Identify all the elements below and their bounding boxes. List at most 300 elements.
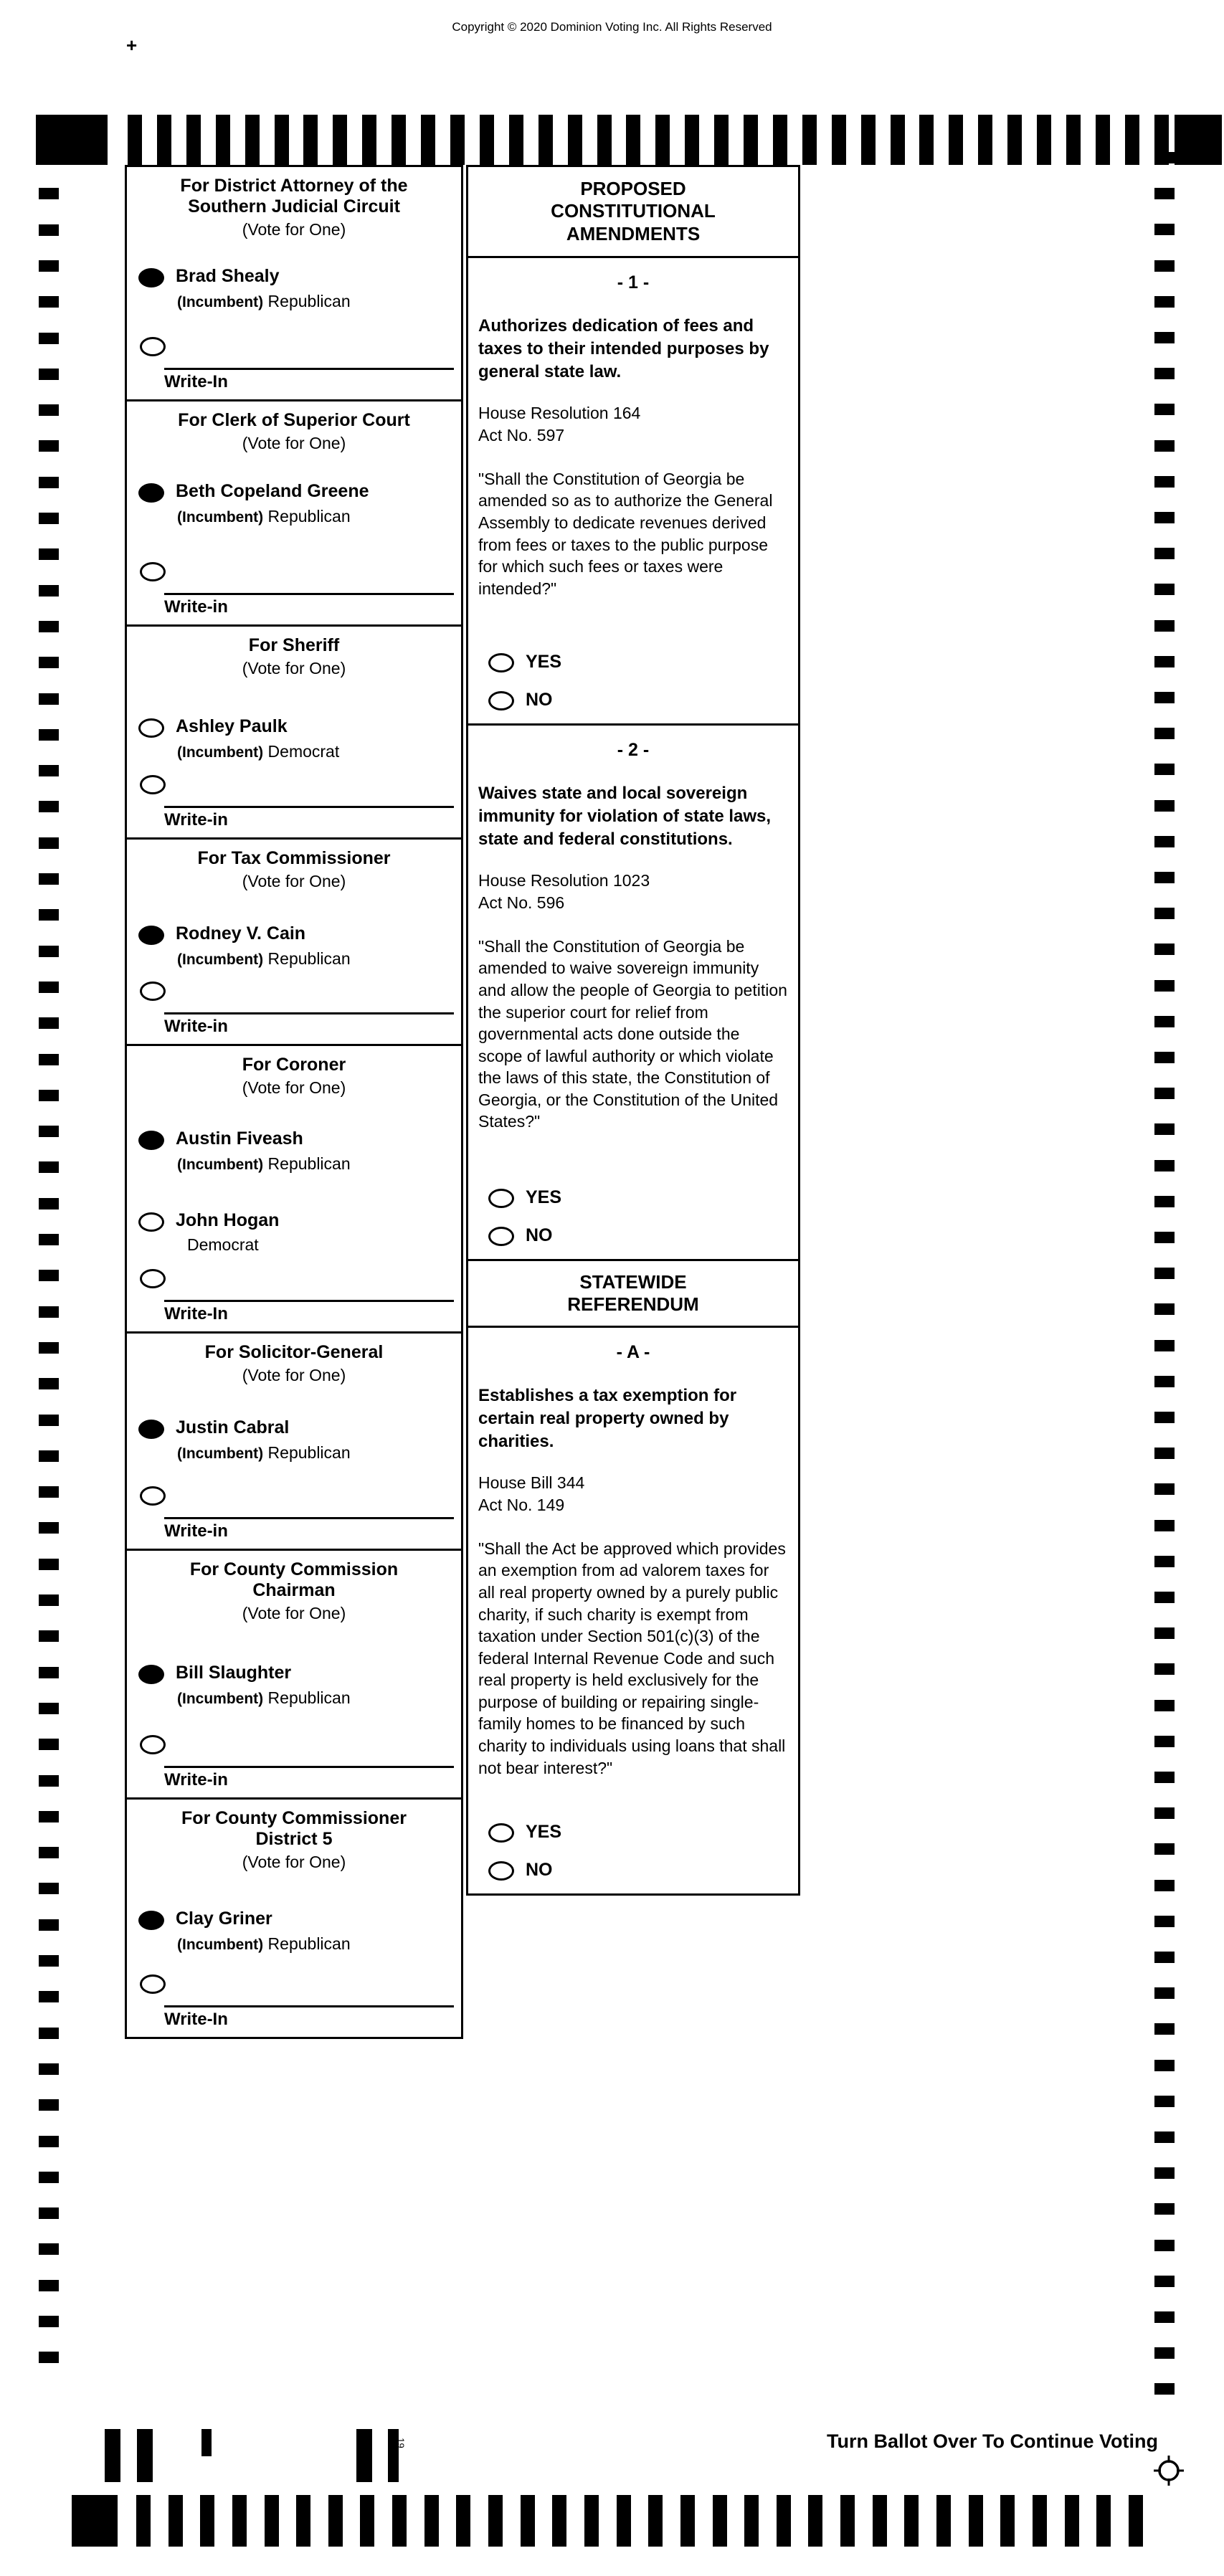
- measures-header-line: REFERENDUM: [567, 1293, 699, 1315]
- timing-bar: [552, 2495, 566, 2547]
- measure-question: "Shall the Act be approved which provides an exemption from ad valorem taxes for all real property owned by a purely public charity, if such charity is exempt from taxation under Section 501(c)(3) of the federal Internal Revenue Code and such real property is held exclusively for the purpose of building or repairing single-family homes to be financed by such charity to individuals using loans that shall not bear interest?": [478, 1539, 786, 1777]
- vote-for-instruction: (Vote for One): [242, 659, 346, 678]
- timing-bar: [421, 115, 435, 165]
- candidate-oval-filled[interactable]: [138, 268, 164, 287]
- no-label: NO: [526, 1225, 553, 1245]
- candidate-row: [127, 267, 461, 311]
- contest-title-line: For Tax Commissioner: [197, 848, 391, 868]
- measures-column: [466, 165, 800, 1896]
- side-timing-mark: [39, 2280, 59, 2291]
- measure-vote-options: [478, 635, 788, 710]
- write-in-oval[interactable]: [140, 337, 166, 356]
- side-timing-mark: [1154, 224, 1175, 235]
- turn-ballot-over-text: Turn Ballot Over To Continue Voting: [827, 2430, 1158, 2452]
- vote-for-instruction: (Vote for One): [242, 1078, 346, 1097]
- timing-bar: [362, 115, 376, 165]
- measure-reference-line: House Bill 344: [478, 1473, 585, 1492]
- write-in-oval[interactable]: [140, 775, 166, 794]
- contest-2: [125, 624, 463, 840]
- side-timing-mark: [1154, 1592, 1175, 1603]
- measure-question: "Shall the Constitution of Georgia be amended so as to authorize the General Assembly to dedicate revenues derived from fees or taxes to the public purpose for which such fees or taxes were intended?": [478, 469, 773, 598]
- candidate-row: [127, 924, 461, 969]
- write-in-area[interactable]: [164, 2005, 454, 2030]
- candidate-text: [176, 1909, 351, 1954]
- candidate-row: [127, 1129, 461, 1174]
- candidate-row: [127, 1909, 461, 1954]
- side-timing-mark: [1154, 1880, 1175, 1891]
- side-timing-mark: [1154, 800, 1175, 812]
- measure-references: [478, 1472, 788, 1516]
- timing-block: [1175, 115, 1222, 165]
- vote-for-instruction: (Vote for One): [242, 1366, 346, 1384]
- side-timing-mark: [39, 873, 59, 885]
- vote-for-instruction: (Vote for One): [242, 434, 346, 452]
- candidate-row: [127, 1663, 461, 1708]
- timing-bar: [328, 2495, 343, 2547]
- side-timing-mark: [1154, 1952, 1175, 1963]
- timing-bar: [584, 2495, 599, 2547]
- party-label: Republican: [267, 1688, 351, 1707]
- side-timing-mark: [1154, 1268, 1175, 1279]
- copyright-notice: Copyright © 2020 Dominion Voting Inc. All Rights Reserved: [452, 20, 772, 34]
- side-timing-mark: [39, 477, 59, 488]
- timing-block: [388, 2429, 399, 2482]
- candidate-name: Bill Slaughter: [176, 1663, 292, 1683]
- incumbent-label: (Incumbent): [177, 1936, 264, 1953]
- party-label: Republican: [267, 1934, 351, 1953]
- side-timing-mark: [1154, 1123, 1175, 1135]
- no-oval[interactable]: [488, 691, 514, 710]
- party-label: Republican: [267, 1154, 351, 1173]
- side-timing-mark: [1154, 1160, 1175, 1171]
- timing-bar: [949, 115, 963, 165]
- timing-bar: [1000, 2495, 1015, 2547]
- measure-1: [466, 256, 800, 726]
- candidate-party-line: [177, 1443, 351, 1463]
- yes-oval[interactable]: [488, 653, 514, 672]
- side-timing-mark: [1154, 2383, 1175, 2395]
- write-in-section: [127, 980, 461, 1044]
- write-in-section: [127, 1485, 461, 1549]
- measure-references: [478, 402, 788, 447]
- write-in-label: Write-In: [164, 372, 228, 391]
- side-timing-mark: [1154, 1340, 1175, 1351]
- side-timing-mark: [1154, 944, 1175, 955]
- yes-option-row: [478, 652, 788, 672]
- candidate-party-line: [177, 507, 369, 526]
- write-in-section: [127, 336, 461, 399]
- side-timing-mark: [1154, 1556, 1175, 1567]
- timing-bar: [521, 2495, 535, 2547]
- crosshair-registration-icon: [1152, 2453, 1186, 2488]
- timing-bar: [891, 115, 905, 165]
- measure-reference-line: Act No. 149: [478, 1495, 565, 1514]
- side-timing-mark: [1154, 1376, 1175, 1387]
- contest-title-line: Chairman: [252, 1580, 336, 1600]
- timing-bar: [773, 115, 787, 165]
- side-timing-mark: [39, 333, 59, 344]
- side-timing-mark: [39, 1991, 59, 2002]
- vote-for-instruction: (Vote for One): [242, 1604, 346, 1622]
- write-in-area[interactable]: [164, 1300, 454, 1324]
- timing-bar: [744, 115, 758, 165]
- side-timing-mark: [39, 1703, 59, 1714]
- contest-title: [127, 627, 461, 656]
- side-timing-mark: [39, 585, 59, 597]
- yes-option-row: [478, 1187, 788, 1208]
- side-timing-mark: [1154, 1303, 1175, 1315]
- side-timing-mark: [39, 152, 59, 163]
- contest-0: [125, 165, 463, 401]
- measures-header-line: CONSTITUTIONAL: [551, 200, 716, 222]
- side-timing-mark: [1154, 2023, 1175, 2035]
- side-timing-mark: [1154, 188, 1175, 199]
- candidate-oval-filled[interactable]: [138, 483, 164, 503]
- timing-bar: [1065, 2495, 1079, 2547]
- side-timing-mark: [39, 2136, 59, 2147]
- side-timing-mark: [39, 1234, 59, 1245]
- side-timing-mark: [1154, 1196, 1175, 1207]
- candidate-oval-filled[interactable]: [138, 926, 164, 945]
- side-timing-mark: [39, 1270, 59, 1281]
- side-timing-mark: [1154, 296, 1175, 308]
- write-in-area[interactable]: [164, 368, 454, 392]
- write-in-area[interactable]: [164, 1517, 454, 1541]
- side-timing-mark: [39, 946, 59, 957]
- timing-block: [72, 2495, 118, 2547]
- candidate-row: [127, 1418, 461, 1463]
- contest-title-line: For District Attorney of the: [180, 176, 408, 196]
- side-timing-mark: [39, 404, 59, 416]
- yes-option-row: [478, 1822, 788, 1843]
- contest-title-line: For Sheriff: [248, 635, 340, 655]
- side-timing-mark: [39, 1486, 59, 1498]
- side-timing-mark: [1154, 2347, 1175, 2359]
- side-timing-mark: [39, 224, 59, 236]
- write-in-area[interactable]: [164, 1012, 454, 1037]
- write-in-label: Write-in: [164, 1521, 228, 1541]
- candidate-name: Ashley Paulk: [176, 716, 288, 736]
- candidate-row: [127, 1211, 461, 1255]
- side-timing-mark: [39, 440, 59, 452]
- side-timing-mark: [39, 1415, 59, 1426]
- side-timing-mark: [1154, 1627, 1175, 1639]
- incumbent-label: (Incumbent): [177, 508, 264, 526]
- side-timing-mark: [39, 1090, 59, 1101]
- contest-title-line: For Coroner: [242, 1055, 346, 1075]
- candidate-name: Brad Shealy: [176, 266, 280, 286]
- vote-for-instruction: (Vote for One): [242, 220, 346, 239]
- side-timing-mark: [1154, 1663, 1175, 1675]
- timing-bar: [392, 115, 406, 165]
- contest-title-line: For Clerk of Superior Court: [178, 410, 410, 430]
- timing-bar: [777, 2495, 791, 2547]
- side-timing-mark: [39, 1667, 59, 1678]
- candidate-party-line: [187, 1235, 279, 1255]
- side-timing-mark: [39, 1378, 59, 1389]
- side-timing-mark: [1154, 2096, 1175, 2107]
- timing-bar: [450, 115, 465, 165]
- write-in-oval[interactable]: [140, 1735, 166, 1754]
- candidate-oval[interactable]: [138, 718, 164, 738]
- timing-block: [201, 2429, 212, 2456]
- side-timing-mark: [39, 1198, 59, 1209]
- measure-2: [466, 723, 800, 1261]
- side-timing-mark: [39, 693, 59, 705]
- side-timing-mark: [1154, 692, 1175, 703]
- side-timing-mark: [1154, 476, 1175, 488]
- write-in-label: Write-in: [164, 1017, 228, 1036]
- side-timing-mark: [1154, 1807, 1175, 1819]
- candidate-name: Rodney V. Cain: [176, 923, 306, 944]
- side-timing-mark: [1154, 2167, 1175, 2179]
- timing-bar: [539, 115, 553, 165]
- timing-bar: [873, 2495, 887, 2547]
- timing-bar-row: [136, 2495, 1143, 2547]
- yes-label: YES: [526, 1822, 562, 1842]
- side-timing-mark: [39, 188, 59, 199]
- contest-3: [125, 837, 463, 1046]
- timing-bar: [216, 115, 230, 165]
- incumbent-label: (Incumbent): [177, 951, 264, 968]
- contest-1: [125, 399, 463, 627]
- write-in-label: Write-in: [164, 1770, 228, 1790]
- timing-bar: [936, 2495, 951, 2547]
- write-in-area[interactable]: [164, 593, 454, 617]
- timing-bar: [265, 2495, 279, 2547]
- side-timing-mark: [1154, 836, 1175, 847]
- timing-bar: [1125, 115, 1139, 165]
- timing-bar: [456, 2495, 470, 2547]
- write-in-area[interactable]: [164, 1766, 454, 1790]
- side-timing-mark: [1154, 1412, 1175, 1423]
- candidate-text: [176, 1418, 351, 1463]
- write-in-area[interactable]: [164, 806, 454, 830]
- measure-4: [466, 1326, 800, 1896]
- timing-bar: [480, 115, 494, 165]
- side-timing-mark: [39, 1594, 59, 1606]
- candidate-oval-filled[interactable]: [138, 1420, 164, 1439]
- side-timing-mark: [1154, 152, 1175, 163]
- timing-bar: [714, 115, 729, 165]
- side-timing-mark: [39, 1630, 59, 1642]
- timing-bar: [169, 2495, 183, 2547]
- side-timing-mark: [39, 1522, 59, 1534]
- timing-bar: [1037, 115, 1051, 165]
- write-in-section: [127, 774, 461, 837]
- side-timing-mark: [39, 1161, 59, 1173]
- side-timing-mark: [39, 369, 59, 380]
- measure-references: [478, 870, 788, 914]
- side-timing-mark: [39, 1559, 59, 1570]
- side-timing-mark: [39, 2172, 59, 2183]
- side-timing-mark: [39, 837, 59, 849]
- candidate-party-line: [177, 1934, 351, 1954]
- write-in-section: [127, 1973, 461, 2037]
- measure-summary: Establishes a tax exemption for certain real property owned by charities.: [478, 1386, 737, 1451]
- side-timing-mark: [1154, 584, 1175, 595]
- party-label: Democrat: [187, 1235, 259, 1254]
- side-timing-mark: [1154, 2203, 1175, 2215]
- party-label: Republican: [267, 506, 351, 526]
- side-timing-mark: [1154, 1916, 1175, 1927]
- timing-bar: [617, 2495, 631, 2547]
- side-timing-mark: [1154, 908, 1175, 919]
- side-timing-mark: [1154, 512, 1175, 523]
- candidate-oval-filled[interactable]: [138, 1665, 164, 1684]
- measure-reference-line: Act No. 596: [478, 893, 565, 912]
- side-timing-mark: [1154, 1016, 1175, 1027]
- side-timing-mark: [39, 2028, 59, 2039]
- timing-bar-row: [128, 115, 1169, 165]
- candidate-text: [176, 267, 351, 311]
- candidate-name: Austin Fiveash: [176, 1128, 303, 1149]
- candidate-text: [176, 1663, 351, 1708]
- side-timing-mark: [1154, 548, 1175, 559]
- timing-bar: [832, 115, 846, 165]
- side-timing-mark: [1154, 2276, 1175, 2287]
- write-in-oval[interactable]: [140, 1269, 166, 1288]
- measures-header-0: [466, 165, 800, 258]
- contest-title-line: For County Commission: [189, 1559, 399, 1579]
- side-timing-mark: [1154, 1843, 1175, 1855]
- timing-bar: [1096, 115, 1110, 165]
- candidate-party-line: [177, 949, 351, 969]
- side-timing-mark: [1154, 260, 1175, 272]
- write-in-oval[interactable]: [140, 1486, 166, 1506]
- side-timing-mark: [39, 2063, 59, 2075]
- side-timing-mark: [39, 1017, 59, 1029]
- write-in-label: Write-in: [164, 597, 228, 617]
- timing-bar: [303, 115, 318, 165]
- side-timing-mark: [39, 1054, 59, 1065]
- candidate-text: [176, 1129, 351, 1174]
- timing-bar: [296, 2495, 310, 2547]
- timing-block: [356, 2429, 372, 2482]
- side-timing-mark: [39, 1450, 59, 1462]
- side-timing-mark: [39, 2099, 59, 2111]
- timing-bar: [245, 115, 260, 165]
- contest-title-line: Southern Judicial Circuit: [188, 196, 400, 217]
- timing-bar: [904, 2495, 919, 2547]
- timing-bar: [685, 115, 699, 165]
- timing-bar: [1129, 2495, 1143, 2547]
- timing-bar: [424, 2495, 439, 2547]
- no-label: NO: [526, 690, 553, 710]
- yes-oval[interactable]: [488, 1823, 514, 1843]
- side-timing-mark: [39, 513, 59, 524]
- write-in-oval[interactable]: [140, 562, 166, 581]
- candidate-name: Clay Griner: [176, 1909, 272, 1929]
- side-timing-mark: [39, 1739, 59, 1750]
- contest-title: [127, 167, 461, 217]
- contest-6: [125, 1549, 463, 1800]
- measure-question: "Shall the Constitution of Georgia be amended to waive sovereign immunity and allow the people of Georgia to petition the superior court for relief from governmental acts done outside the scope of lawful authority or which violate the laws of this state, the Constitution of Georgia, or the Constitution of the United States?": [478, 936, 787, 1131]
- side-timing-mark: [1154, 1232, 1175, 1243]
- no-oval[interactable]: [488, 1861, 514, 1881]
- side-timing-mark: [1154, 1088, 1175, 1099]
- side-timing-mark: [39, 2316, 59, 2327]
- side-timing-mark: [1154, 1520, 1175, 1531]
- contest-title: [127, 401, 461, 431]
- contest-7: [125, 1797, 463, 2039]
- timing-bar: [1033, 2495, 1047, 2547]
- side-timing-mark: [39, 260, 59, 272]
- contest-title: [127, 1334, 461, 1363]
- timing-bar: [488, 2495, 503, 2547]
- timing-bar: [232, 2495, 247, 2547]
- side-timing-mark: [1154, 1987, 1175, 1999]
- write-in-oval[interactable]: [140, 1974, 166, 1994]
- timing-bar: [275, 115, 289, 165]
- candidate-party-line: [177, 1154, 351, 1174]
- vote-for-instruction: (Vote for One): [242, 1853, 346, 1871]
- timing-bar: [713, 2495, 727, 2547]
- candidate-oval-filled[interactable]: [138, 1131, 164, 1150]
- side-timing-mark: [1154, 872, 1175, 883]
- timing-bar: [568, 115, 582, 165]
- measures-header-line: PROPOSED: [580, 178, 686, 200]
- side-timing-mark: [39, 1919, 59, 1931]
- side-timing-mark: [1154, 620, 1175, 632]
- write-in-section: [127, 1734, 461, 1797]
- side-timing-mark: [1154, 440, 1175, 452]
- contest-title-line: District 5: [255, 1829, 333, 1849]
- side-timing-mark: [1154, 1772, 1175, 1783]
- contest-4: [125, 1044, 463, 1334]
- timing-bar: [392, 2495, 407, 2547]
- contest-title: [127, 1551, 461, 1601]
- side-timing-mark: [1154, 656, 1175, 667]
- side-timing-mark: [39, 548, 59, 560]
- timing-bar: [978, 115, 992, 165]
- stub-number: 19: [395, 2438, 407, 2448]
- write-in-oval[interactable]: [140, 982, 166, 1001]
- candidate-party-line: [177, 292, 351, 311]
- side-timing-mark: [39, 1955, 59, 1967]
- yes-label: YES: [526, 652, 562, 672]
- candidate-oval-filled[interactable]: [138, 1911, 164, 1930]
- measure-summary: Waives state and local sovereign immunity for violation of state laws, state and federal constitutions.: [478, 784, 772, 849]
- side-timing-mark: [39, 2243, 59, 2255]
- write-in-label: Write-In: [164, 2010, 228, 2029]
- side-timing-mark: [39, 801, 59, 812]
- candidate-name: Beth Copeland Greene: [176, 481, 369, 501]
- side-timing-mark: [39, 982, 59, 993]
- contest-title: [127, 840, 461, 869]
- candidate-oval[interactable]: [138, 1212, 164, 1232]
- no-oval[interactable]: [488, 1227, 514, 1246]
- side-timing-mark: [1154, 2240, 1175, 2251]
- timing-bar: [360, 2495, 374, 2547]
- candidate-text: [176, 717, 339, 761]
- side-timing-mark: [1154, 368, 1175, 379]
- side-timing-mark: [39, 1775, 59, 1787]
- incumbent-label: (Incumbent): [177, 743, 264, 761]
- contest-title: [127, 1800, 461, 1850]
- side-timing-mark: [1154, 980, 1175, 992]
- side-timing-mark: [39, 2207, 59, 2219]
- contest-title-line: For Solicitor-General: [204, 1342, 384, 1362]
- candidate-party-line: [177, 742, 339, 761]
- party-label: Republican: [267, 1443, 351, 1462]
- no-label: NO: [526, 1860, 553, 1880]
- side-timing-mark: [1154, 404, 1175, 415]
- candidate-text: [176, 482, 369, 526]
- measure-reference-line: Act No. 597: [478, 425, 565, 445]
- measure-vote-options: [478, 1170, 788, 1246]
- yes-oval[interactable]: [488, 1189, 514, 1208]
